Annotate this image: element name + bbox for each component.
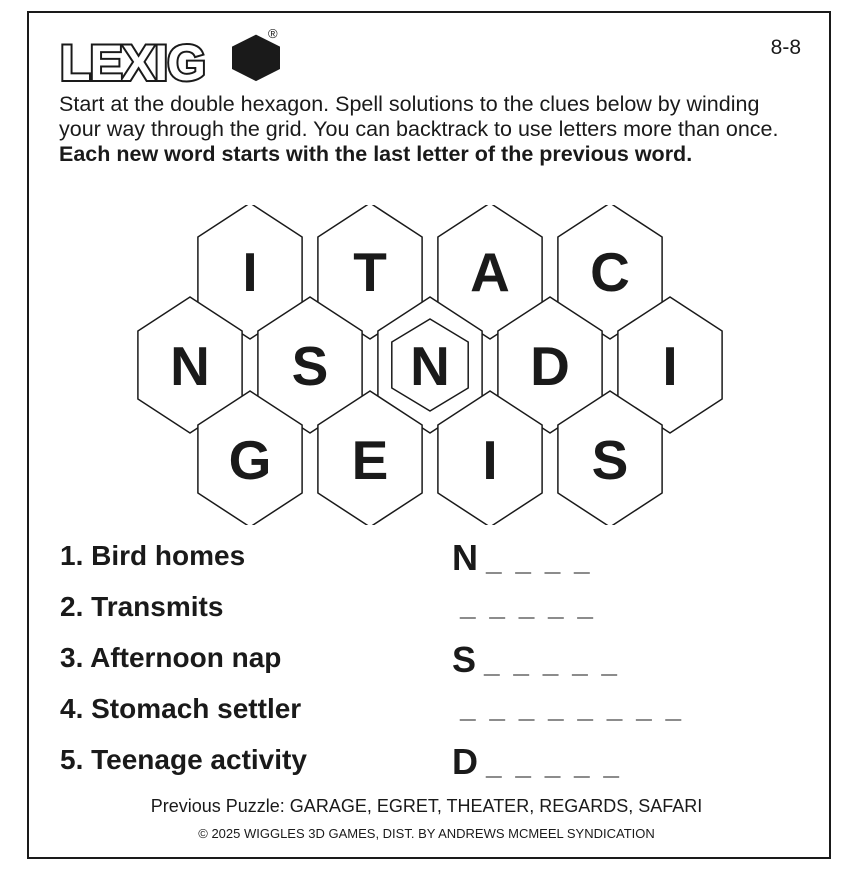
- hex-letter: I: [482, 429, 498, 491]
- answer-field[interactable]: [452, 537, 593, 578]
- registered-mark: ®: [268, 26, 278, 41]
- clue-text: 5. Teenage activity: [60, 744, 307, 775]
- clue-row: [60, 537, 820, 580]
- hex-letter: I: [242, 241, 258, 303]
- clue-row: [60, 741, 820, 784]
- clue-text: 3. Afternoon nap: [60, 642, 282, 673]
- answer-start-letter: D: [452, 741, 478, 782]
- answer-blanks: _ _ _ _ _: [484, 647, 620, 678]
- instructions-text: Start at the double hexagon. Spell solutions to the clues below by winding your way through the grid. You can backtrack to use letters more than once.: [59, 92, 779, 141]
- hex-letter: C: [590, 241, 630, 303]
- answer-field[interactable]: [452, 693, 684, 723]
- instructions-bold-text: Each new word starts with the last letter of the previous word.: [59, 142, 693, 166]
- hex-letter: I: [662, 335, 678, 397]
- answer-blanks: _ _ _ _ _ _ _ _: [460, 692, 685, 723]
- hex-letter: N: [170, 335, 210, 397]
- svg-text:LEXIG: LEXIG: [60, 35, 206, 88]
- clue-text: 1. Bird homes: [60, 540, 246, 571]
- hex-letter: S: [291, 335, 329, 397]
- instructions: [59, 92, 799, 167]
- answer-blanks: _ _ _ _ _: [460, 590, 596, 621]
- lexigo-logo: [58, 32, 288, 88]
- answer-field[interactable]: [452, 741, 622, 782]
- clue-text: 2. Transmits: [60, 591, 224, 622]
- hex-letter: N: [410, 335, 450, 397]
- answer-blanks: _ _ _ _: [486, 545, 593, 576]
- answer-start-letter: N: [452, 537, 478, 578]
- answer-field[interactable]: [452, 639, 620, 680]
- clue-text: 4. Stomach settler: [60, 693, 302, 724]
- clue-row: [60, 693, 820, 733]
- clue-row: [60, 639, 820, 682]
- hex-letter: D: [530, 335, 570, 397]
- puzzle-id: 8-8: [770, 36, 801, 59]
- hex-letter: A: [470, 241, 510, 303]
- hexagon-grid: [128, 205, 740, 525]
- hex-letter: G: [228, 429, 272, 491]
- answer-start-letter: S: [452, 639, 477, 680]
- previous-puzzle-answers: Previous Puzzle: GARAGE, EGRET, THEATER, REGARDS, SAFARI: [150, 796, 703, 816]
- hex-letter: T: [353, 241, 387, 303]
- hex-letter: S: [591, 429, 629, 491]
- hex-letter: E: [351, 429, 389, 491]
- clue-row: [60, 591, 820, 631]
- answer-blanks: _ _ _ _ _: [486, 749, 622, 780]
- copyright: © 2025 WIGGLES 3D GAMES, DIST. BY ANDREWS MCMEEL SYNDICATION: [198, 826, 655, 841]
- answer-field[interactable]: [452, 591, 596, 621]
